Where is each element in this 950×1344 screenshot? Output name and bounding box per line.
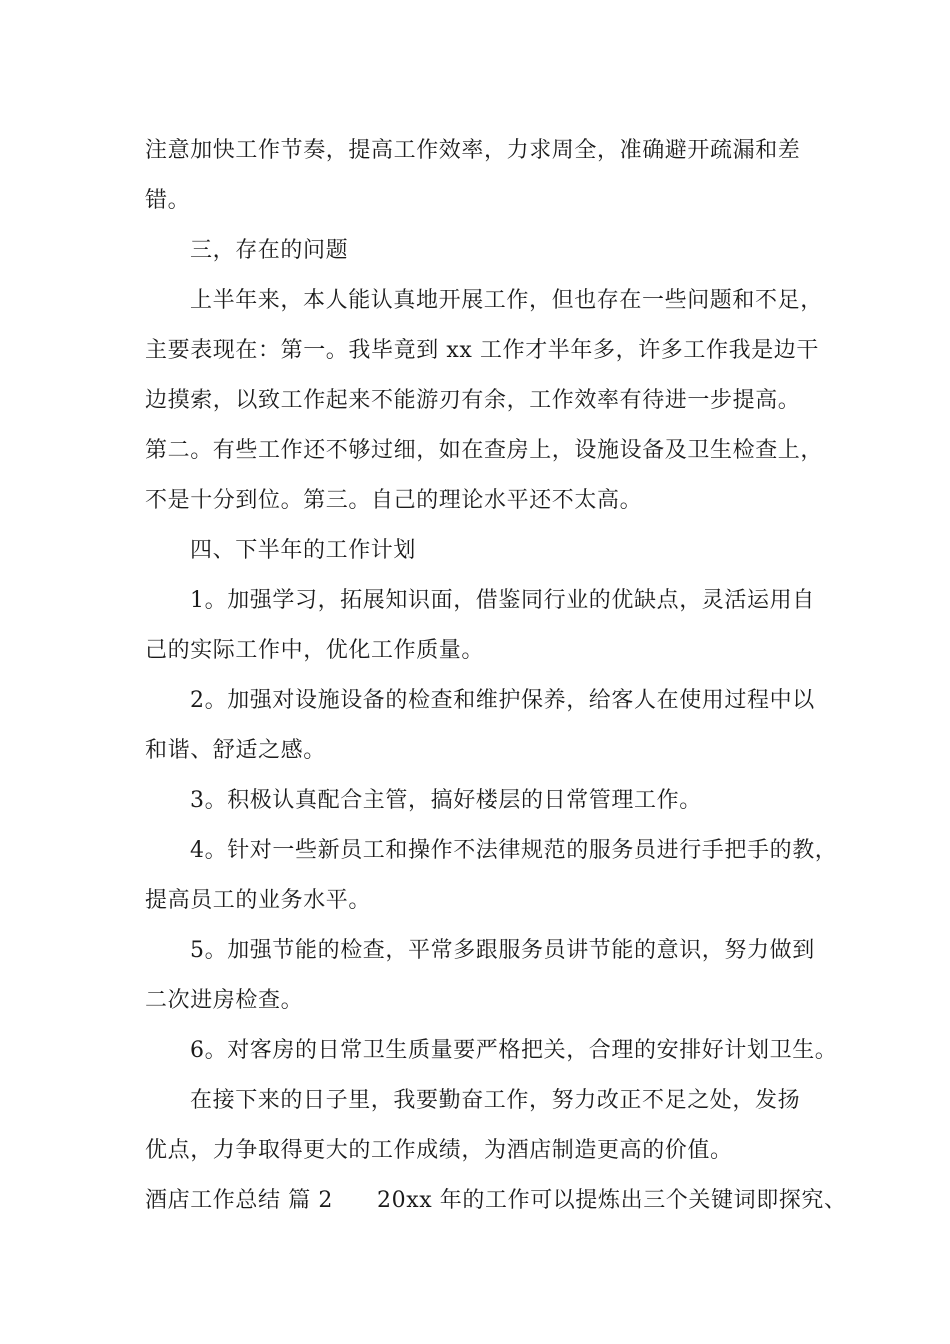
list-item: 4。针对一些新员工和操作不法律规范的服务员进行手把手的教， [190,838,838,863]
section-heading: 三，存在的问题 [190,238,349,263]
list-item-continuation: 己的实际工作中，优化工作质量。 [145,638,485,663]
paragraph-line: 上半年来，本人能认真地开展工作，但也存在一些问题和不足， [190,288,823,313]
paragraph-line: 在接下来的日子里，我要勤奋工作，努力改正不足之处，发扬 [190,1088,801,1113]
paragraph-line: 主要表现在：第一。我毕竟到 xx 工作才半年多，许多工作我是边干 [145,338,820,363]
next-article-text: 20xx 年的工作可以提炼出三个关键词即探究、 [377,1188,847,1213]
list-item-continuation: 和谐、舒适之感。 [145,738,326,763]
document-page [145,126,847,1226]
paragraph-line: 注意加快工作节奏，提高工作效率，力求周全，准确避开疏漏和差 [145,138,801,163]
next-article-line [145,1176,847,1226]
paragraph-line: 第二。有些工作还不够过细，如在查房上，设施设备及卫生检查上， [145,438,824,463]
paragraph-line: 错。 [145,188,191,213]
list-item: 3。积极认真配合主管，搞好楼层的日常管理工作。 [190,788,702,813]
list-item: 2。加强对设施设备的检查和维护保养，给客人在使用过程中以 [190,688,815,713]
paragraph-line: 不是十分到位。第三。自己的理论水平还不太高。 [145,488,643,513]
list-item: 1。加强学习，拓展知识面，借鉴同行业的优缺点，灵活运用自 [190,588,815,613]
paragraph-line: 优点，力争取得更大的工作成绩，为酒店制造更高的价值。 [145,1138,733,1163]
list-item: 5。加强节能的检查，平常多跟服务员讲节能的意识，努力做到 [190,938,815,963]
section-heading: 四、下半年的工作计划 [190,538,417,563]
next-article-title: 酒店工作总结 [145,1188,281,1213]
list-item-continuation: 提高员工的业务水平。 [145,888,372,913]
list-item-continuation: 二次进房检查。 [145,988,304,1013]
list-item: 6。对客房的日常卫生质量要严格把关，合理的安排好计划卫生。 [190,1038,838,1063]
next-article-number: 篇 2 [288,1188,333,1213]
paragraph-line: 边摸索，以致工作起来不能游刃有余，工作效率有待进一步提高。 [145,388,801,413]
